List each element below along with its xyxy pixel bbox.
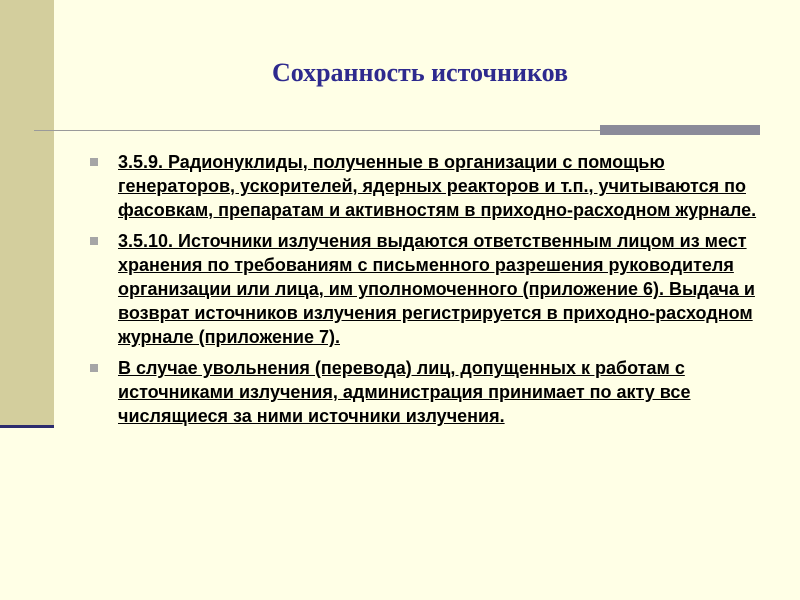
divider-accent-block [600, 125, 760, 135]
square-bullet-icon [90, 237, 98, 245]
slide-content [90, 150, 760, 435]
bullet-item [90, 150, 760, 222]
bullet-text: 3.5.9. Радионуклиды, полученные в организации с помощью генераторов, ускорителей, ядерных реакторов и т.п., учитываются по фасовкам, препаратам и активностям в приходно-расходном журнале. [118, 152, 757, 220]
bullet-item [90, 229, 760, 349]
side-accent-bar [0, 0, 54, 425]
bullet-text: 3.5.10. Источники излучения выдаются ответственным лицом из мест хранения по требованиям с письменного разрешения руководителя организации или лица, им уполномоченного (приложение 6). Выдача и возврат источников излучения регистрируется в приходно-расходном журнале (приложение 7). [118, 231, 755, 347]
square-bullet-icon [90, 364, 98, 372]
bullet-item [90, 356, 760, 428]
square-bullet-icon [90, 158, 98, 166]
side-accent-underline [0, 425, 54, 428]
slide-title: Сохранность источников [271, 58, 569, 87]
bullet-text: В случае увольнения (перевода) лиц, допущенных к работам с источниками излучения, администрация принимает по акту все числящиеся за ними источники излучения. [118, 358, 691, 426]
